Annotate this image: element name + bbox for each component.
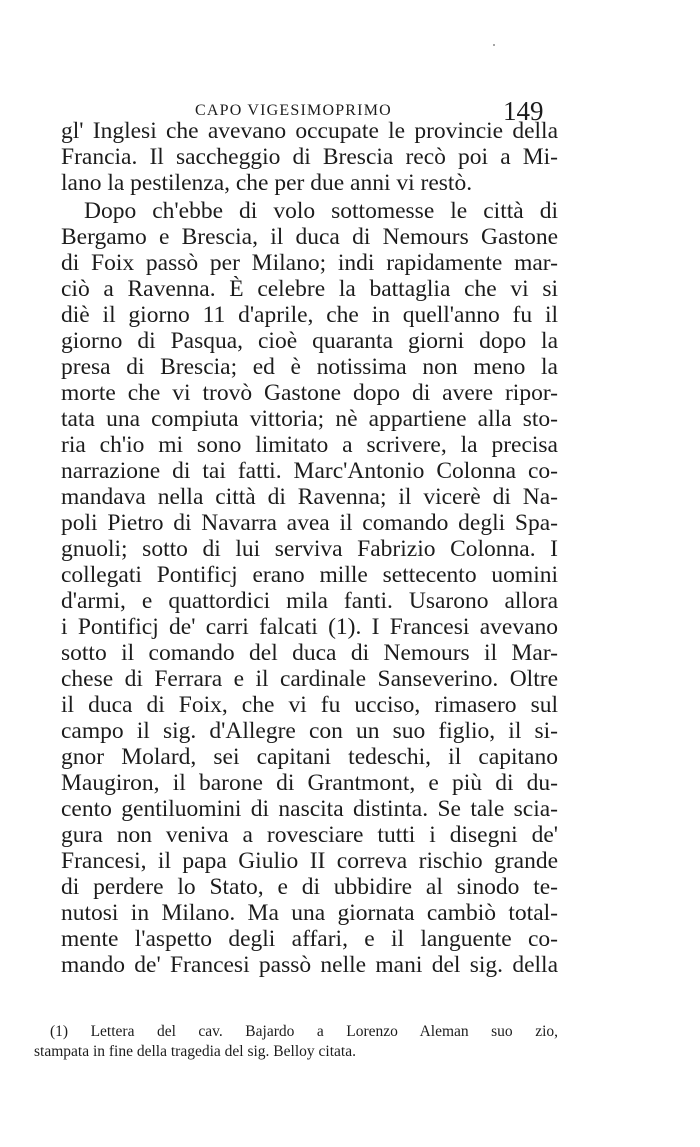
text-line: il duca di Foix, che vi fu ucciso, rimasero sul — [61, 692, 558, 718]
paper-speck — [493, 44, 495, 46]
text-line: di perdere lo Stato, e di ubbidire al sinodo te- — [61, 874, 558, 900]
text-line: gnor Molard, sei capitani tedeschi, il capitano — [61, 744, 558, 770]
text-line: mente l'aspetto degli affari, e il languente co- — [61, 926, 558, 952]
text-line: diè il giorno 11 d'aprile, che in quell'anno fu il — [61, 302, 558, 328]
text-line: sotto il comando del duca di Nemours il Mar- — [61, 640, 558, 666]
text-line: gura non veniva a rovesciare tutti i disegni de' — [61, 822, 558, 848]
text-line: nutosi in Milano. Ma una giornata cambiò total- — [61, 900, 558, 926]
text-line: collegati Pontificj erano mille settecento uomini — [61, 562, 558, 588]
running-title: CAPO VIGESIMOPRIMO — [195, 102, 392, 119]
paragraph-first-line: Dopo ch'ebbe di volo sottomesse le città di — [84, 198, 558, 224]
text-line: chese di Ferrara e il cardinale Sanseverino. Oltre — [61, 666, 558, 692]
text-line: gl' Inglesi che avevano occupate le provincie della — [61, 118, 558, 144]
page-number: 149 — [503, 96, 544, 126]
text-line: mando de' Francesi passò nelle mani del sig. della — [61, 952, 558, 978]
text-line: lano la pestilenza, che per due anni vi restò. — [61, 170, 473, 196]
text-line: gnuoli; sotto di lui serviva Fabrizio Colonna. I — [61, 536, 558, 562]
text-line: Francesi, il papa Giulio II correva rischio grande — [61, 848, 558, 874]
text-line: narrazione di tai fatti. Marc'Antonio Colonna co- — [61, 458, 558, 484]
text-line: Francia. Il saccheggio di Brescia recò poi a Mi- — [61, 144, 558, 170]
text-line: ciò a Ravenna. È celebre la battaglia che vi si — [61, 276, 558, 302]
text-line: poli Pietro di Navarra avea il comando degli Spa- — [61, 510, 558, 536]
text-line: di Foix passò per Milano; indi rapidamente mar- — [61, 250, 558, 276]
text-line: campo il sig. d'Allegre con un suo figlio, il si- — [61, 718, 558, 744]
text-line: tata una compiuta vittoria; nè appartiene alla sto- — [61, 406, 558, 432]
text-line: d'armi, e quattordici mila fanti. Usarono allora — [61, 588, 558, 614]
text-line: Bergamo e Brescia, il duca di Nemours Gastone — [61, 224, 558, 250]
text-line: mandava nella città di Ravenna; il vicerè di Na- — [61, 484, 558, 510]
footnote-line: stampata in fine della tragedia del sig. Belloy citata. — [34, 1043, 356, 1060]
text-line: i Pontificj de' carri falcati (1). I Francesi avevano — [61, 614, 558, 640]
text-line: giorno di Pasqua, cioè quaranta giorni dopo la — [61, 328, 558, 354]
text-line: presa di Brescia; ed è notissima non meno la — [61, 354, 558, 380]
text-line: cento gentiluomini di nascita distinta. Se tale scia- — [61, 796, 558, 822]
text-line: ria ch'io mi sono limitato a scrivere, la precisa — [61, 432, 558, 458]
footnote-line: (1) Lettera del cav. Bajardo a Lorenzo Aleman suo zio, — [50, 1023, 558, 1040]
text-line: morte che vi trovò Gastone dopo di avere ripor- — [61, 380, 558, 406]
text-line: Maugiron, il barone di Grantmont, e più di du- — [61, 770, 558, 796]
